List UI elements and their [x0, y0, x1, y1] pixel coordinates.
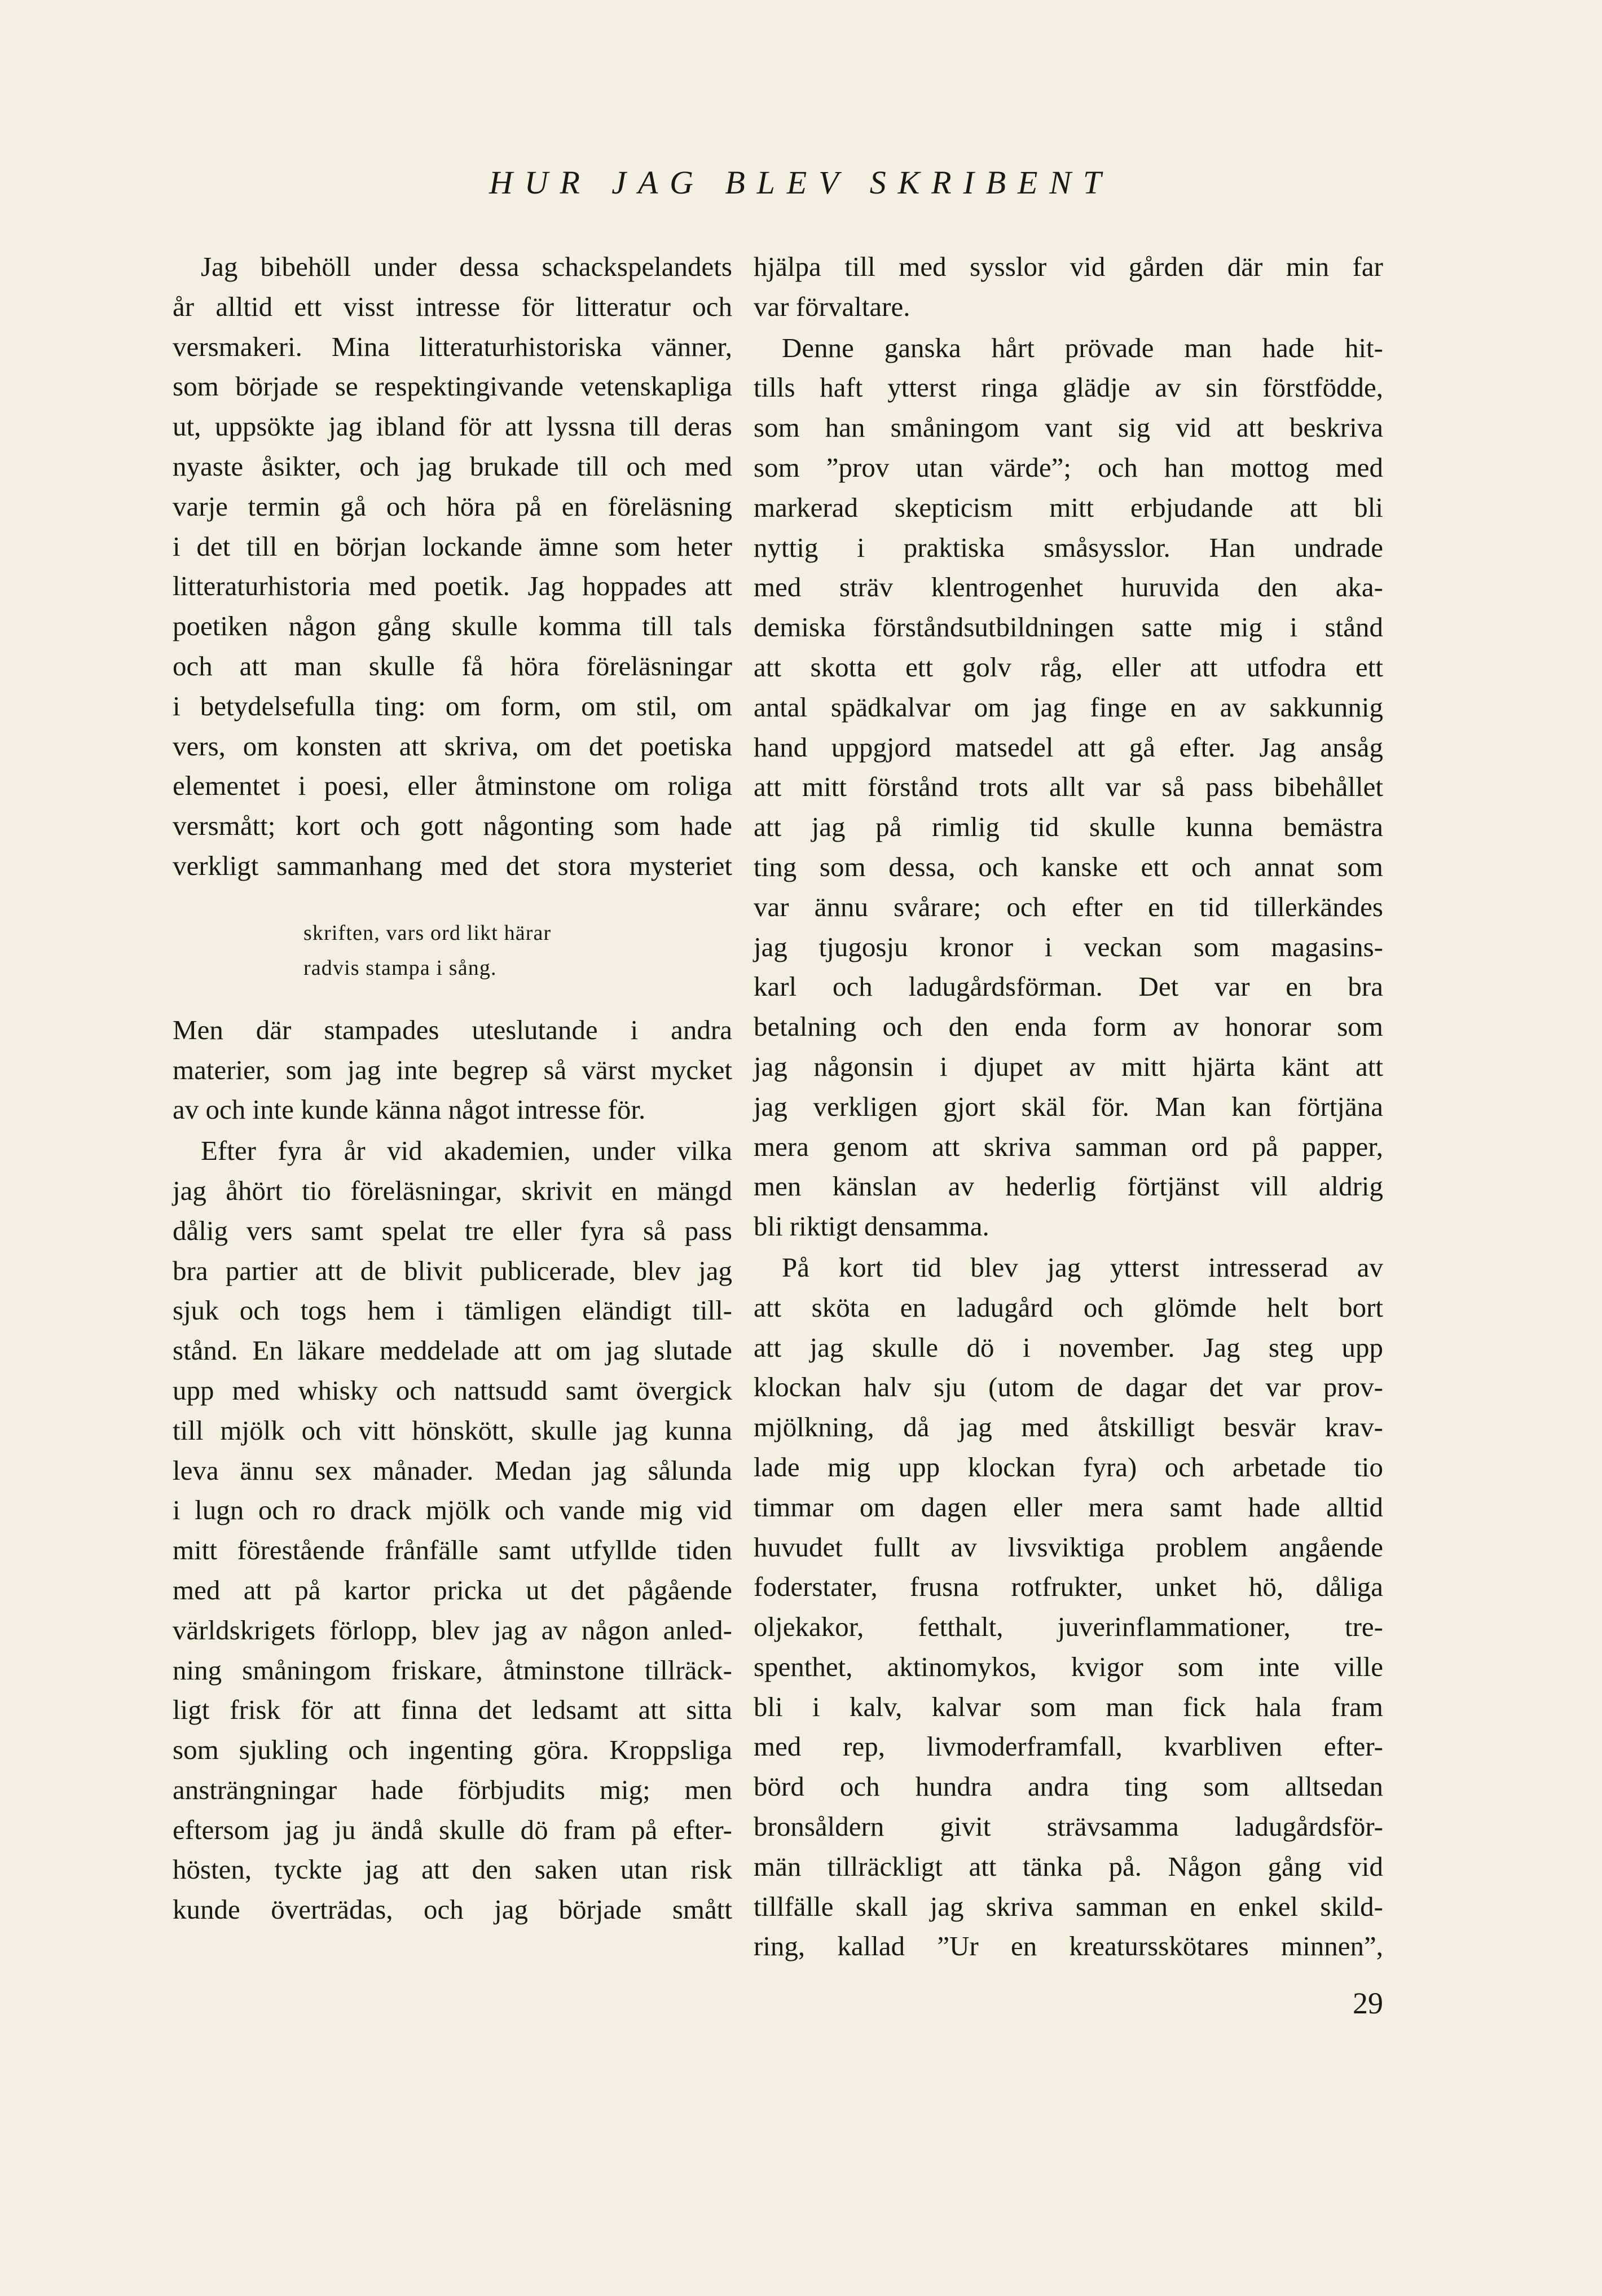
text-line: mera genom att skriva samman ord på papper,: [754, 1131, 1383, 1162]
text-line: nyaste åsikter, och jag brukade till och med: [173, 450, 732, 482]
text-line: spenthet, aktinomykos, kvigor som inte ville: [754, 1651, 1383, 1682]
text-line: vers, om konsten att skriva, om det poetiska: [173, 730, 732, 762]
text-line: att skotta ett golv råg, eller att utfodra ett: [754, 651, 1383, 683]
text-line: ligt frisk för att finna det ledsamt att sitta: [173, 1694, 732, 1726]
text-line: var förvaltare.: [754, 291, 910, 322]
text-line: dålig vers samt spelat tre eller fyra så pass: [173, 1215, 732, 1246]
text-line: att mitt förstånd trots allt var så pass bibehållet: [754, 771, 1383, 803]
text-line: i lugn och ro drack mjölk och vande mig vid: [173, 1494, 732, 1526]
text-line: med rep, livmoderframfall, kvarbliven efter-: [754, 1731, 1383, 1762]
text-line: hösten, tyckte jag att den saken utan risk: [173, 1854, 732, 1885]
text-line: mjölkning, då jag med åtskilligt besvär krav-: [754, 1411, 1383, 1443]
text-line: som han småningom vant sig vid att beskriva: [754, 412, 1383, 443]
text-line: oljekakor, fetthalt, juverinflammationer, tre-: [754, 1611, 1383, 1643]
text-line: jag någonsin i djupet av mitt hjärta känt att: [754, 1050, 1383, 1082]
text-line: tillfälle skall jag skriva samman en enkel skild-: [754, 1890, 1383, 1922]
right-text-column: [754, 247, 1383, 1968]
text-line: i betydelsefulla ting: om form, om stil, om: [173, 690, 732, 722]
text-line: upp med whisky och nattsudd samt övergick: [173, 1374, 732, 1406]
text-line: hand uppgjord matsedel att gå efter. Jag ansåg: [754, 731, 1383, 763]
text-line: nyttig i praktiska småsysslor. Han undrade: [754, 531, 1383, 563]
text-line: som började se respektingivande vetenskapliga: [173, 371, 732, 402]
text-line: På kort tid blev jag ytterst intresserad av: [782, 1251, 1383, 1283]
text-line: karl och ladugårdsförman. Det var en bra: [754, 971, 1383, 1002]
text-line: var ännu svårare; och efter en tid tillerkändes: [754, 891, 1383, 922]
text-line: versmakeri. Mina litteraturhistoriska vänner,: [173, 331, 732, 362]
text-line: hjälpa till med sysslor vid gården där min far: [754, 251, 1383, 282]
text-line: män tillräckligt att tänka på. Någon gång vid: [754, 1850, 1383, 1882]
paragraph: [754, 1248, 1383, 1967]
paragraph: [173, 1010, 732, 1130]
paragraph: [173, 247, 732, 886]
text-line: betalning och den enda form av honorar som: [754, 1011, 1383, 1043]
text-line: med sträv klentrogenhet huruvida den aka-: [754, 571, 1383, 603]
text-line: markerad skepticism mitt erbjudande att bli: [754, 491, 1383, 523]
text-line: kunde överträdas, och jag började smått: [173, 1894, 732, 1925]
text-line: elementet i poesi, eller åtminstone om roliga: [173, 770, 732, 802]
text-line: och att man skulle få höra föreläsningar: [173, 650, 732, 681]
text-line: jag tjugosju kronor i veckan som magasins-: [754, 931, 1383, 962]
text-line: skriften, vars ord likt härar: [303, 921, 552, 945]
text-line: ut, uppsökte jag ibland för att lyssna till deras: [173, 411, 732, 442]
text-line: Denne ganska hårt prövade man hade hit-: [782, 332, 1383, 363]
text-line: verkligt sammanhang med det stora mysteriet: [173, 850, 732, 881]
text-line: som ”prov utan värde”; och han mottog med: [754, 451, 1383, 483]
text-line: bronsåldern givit strävsamma ladugårdsför-: [754, 1811, 1383, 1842]
text-line: mitt förestående frånfälle samt utfyllde tiden: [173, 1534, 732, 1566]
text-line: jag verkligen gjort skäl för. Man kan förtjäna: [754, 1090, 1383, 1122]
text-line: med att på kartor pricka ut det pågående: [173, 1574, 732, 1606]
text-line: Men där stampades uteslutande i andra: [173, 1014, 732, 1045]
text-line: Jag bibehöll under dessa schackspelandets: [201, 251, 732, 282]
text-line: att jag skulle dö i november. Jag steg upp: [754, 1331, 1383, 1363]
text-line: jag åhört tio föreläsningar, skrivit en mängd: [173, 1175, 732, 1206]
text-line: lade mig upp klockan fyra) och arbetade tio: [754, 1451, 1383, 1483]
text-line: radvis stampa i sång.: [303, 956, 497, 980]
text-line: till mjölk och vitt hönskött, skulle jag kunna: [173, 1414, 732, 1446]
text-line: timmar om dagen eller mera samt hade alltid: [754, 1491, 1383, 1523]
text-line: versmått; kort och gott någonting som hade: [173, 810, 732, 842]
text-line: ting som dessa, och kanske ett och annat som: [754, 851, 1383, 882]
text-line: huvudet fullt av livsviktiga problem angående: [754, 1531, 1383, 1563]
text-line: av och inte kunde känna något intresse för.: [173, 1094, 646, 1125]
verse-quote: [303, 916, 732, 986]
text-line: eftersom jag ju ändå skulle dö fram på efter-: [173, 1814, 732, 1845]
text-line: ansträngningar hade förbjudits mig; men: [173, 1774, 732, 1805]
text-line: börd och hundra andra ting som alltsedan: [754, 1771, 1383, 1802]
text-line: att jag på rimlig tid skulle kunna bemästra: [754, 811, 1383, 843]
text-line: som sjukling och ingenting göra. Kroppsliga: [173, 1734, 732, 1766]
text-line: varje termin gå och höra på en föreläsning: [173, 490, 732, 522]
left-text-column: [173, 247, 732, 1931]
text-line: antal spädkalvar om jag finge en av sakkunnig: [754, 691, 1383, 723]
text-line: bli i kalv, kalvar som man fick hala fram: [754, 1691, 1383, 1722]
text-line: sjuk och togs hem i tämligen eländigt till-: [173, 1295, 732, 1326]
paragraph: [173, 1131, 732, 1930]
text-line: demiska förståndsutbildningen satte mig i stånd: [754, 612, 1383, 643]
paragraph: [754, 247, 1383, 327]
text-line: litteraturhistoria med poetik. Jag hoppades att: [173, 570, 732, 602]
running-header-title: HUR JAG BLEV SKRIBENT: [489, 164, 1113, 201]
text-line: Efter fyra år vid akademien, under vilka: [201, 1135, 732, 1167]
text-line: materier, som jag inte begrep så värst mycket: [173, 1054, 732, 1085]
text-line: år alltid ett visst intresse för litteratur och: [173, 291, 732, 322]
text-line: världskrigets förlopp, blev jag av någon anled-: [173, 1614, 732, 1646]
text-line: bli riktigt densamma.: [754, 1211, 989, 1242]
text-line: bra partier att de blivit publicerade, blev jag: [173, 1255, 732, 1286]
text-line: poetiken någon gång skulle komma till tals: [173, 610, 732, 642]
text-line: leva ännu sex månader. Medan jag sålunda: [173, 1454, 732, 1486]
text-line: i det till en början lockande ämne som heter: [173, 530, 732, 562]
paragraph: [754, 328, 1383, 1247]
text-line: ring, kallad ”Ur en kreatursskötares minnen”,: [754, 1930, 1383, 1962]
text-line: tills haft ytterst ringa glädje av sin förstfödde,: [754, 372, 1383, 403]
text-line: foderstater, frusna rotfrukter, unket hö, dåliga: [754, 1571, 1383, 1603]
page-number: 29: [1353, 1986, 1383, 2020]
text-line: klockan halv sju (utom de dagar det var prov-: [754, 1371, 1383, 1403]
text-line: men känslan av hederlig förtjänst vill aldrig: [754, 1171, 1383, 1202]
text-line: ning småningom friskare, åtminstone tillräck-: [173, 1654, 732, 1686]
text-line: att sköta en ladugård och glömde helt bort: [754, 1291, 1383, 1323]
text-line: stånd. En läkare meddelade att om jag slutade: [173, 1335, 732, 1366]
